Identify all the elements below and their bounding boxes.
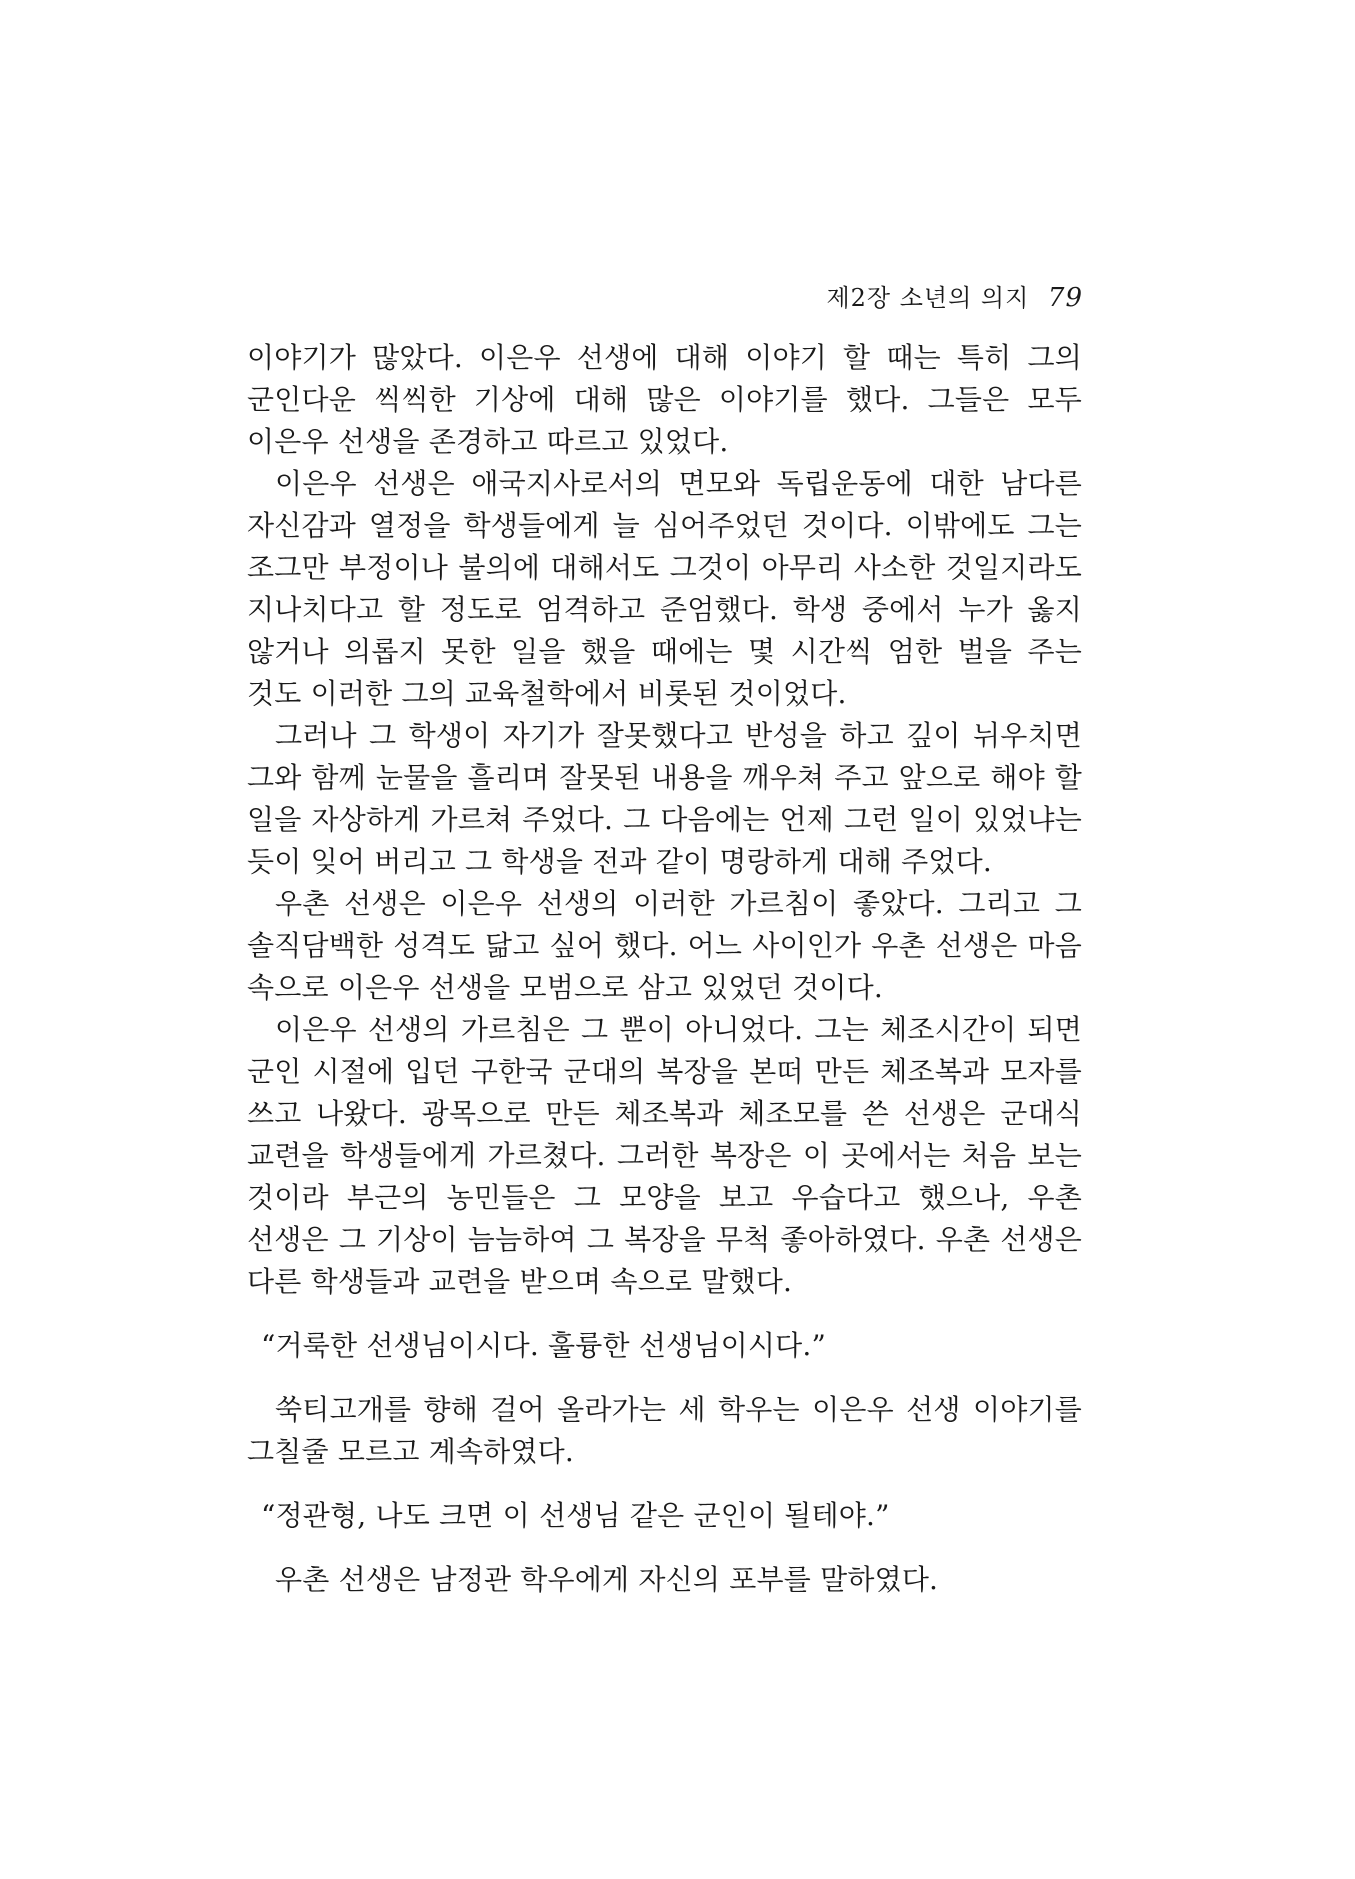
body-text [247,337,1082,1601]
paragraph: 이야기가 많았다. 이은우 선생에 대해 이야기 할 때는 특히 그의 군인다운 씩씩한 기상에 대해 많은 이야기를 했다. 그들은 모두 이은우 선생을 존경하고 따르고 있었다. [247,341,1082,458]
page-number: 79 [1047,283,1083,313]
paragraph: 이은우 선생은 애국지사로서의 면모와 독립운동에 대한 남다른 자신감과 열정을 학생들에게 늘 심어주었던 것이다. 이밖에도 그는 조그만 부정이나 불의에 대해서도 그것이 아무리 사소한 것일지라도 지나치다고 할 정도로 엄격하고 준엄했다. 학생 중에서 누가 옳지 않거나 의롭지 못한 일을 했을 때에는 몇 시간씩 엄한 벌을 주는 것도 이러한 그의 교육철학에서 비롯된 것이었다. [247,467,1082,710]
dialogue-line: “거룩한 선생님이시다. 훌륭한 선생님이시다.” [261,1329,826,1362]
dialogue-line: “정관형, 나도 크면 이 선생님 같은 군인이 될테야.” [261,1499,890,1532]
chapter-title: 제2장 소년의 의지 [826,284,1030,312]
paragraph: 이은우 선생의 가르침은 그 뿐이 아니었다. 그는 체조시간이 되면 군인 시절에 입던 구한국 군대의 복장을 본떠 만든 체조복과 모자를 쓰고 나왔다. 광목으로 만든 체조복과 체조모를 쓴 선생은 군대식 교련을 학생들에게 가르쳤다. 그러한 복장은 이 곳에서는 처음 보는 것이라 부근의 농민들은 그 모양을 보고 우습다고 했으나, 우촌 선생은 그 기상이 늠늠하여 그 복장을 무척 좋아하였다. 우촌 선생은 다른 학생들과 교련을 받으며 속으로 말했다. [247,1013,1082,1298]
paragraph: 우촌 선생은 남정관 학우에게 자신의 포부를 말하였다. [275,1563,939,1596]
paragraph: 그러나 그 학생이 자기가 잘못했다고 반성을 하고 깊이 뉘우치면 그와 함께 눈물을 흘리며 잘못된 내용을 깨우쳐 주고 앞으로 해야 할 일을 자상하게 가르쳐 주었다. 그 다음에는 언제 그런 일이 있었냐는 듯이 잊어 버리고 그 학생을 전과 같이 명랑하게 대해 주었다. [247,719,1082,878]
running-header [826,278,1083,313]
paragraph: 쑥티고개를 향해 걸어 올라가는 세 학우는 이은우 선생 이야기를 그칠줄 모르고 계속하였다. [247,1393,1082,1468]
paragraph: 우촌 선생은 이은우 선생의 이러한 가르침이 좋았다. 그리고 그 솔직담백한 성격도 닮고 싶어 했다. 어느 사이인가 우촌 선생은 마음 속으로 이은우 선생을 모범으로 삼고 있었던 것이다. [247,887,1082,1004]
